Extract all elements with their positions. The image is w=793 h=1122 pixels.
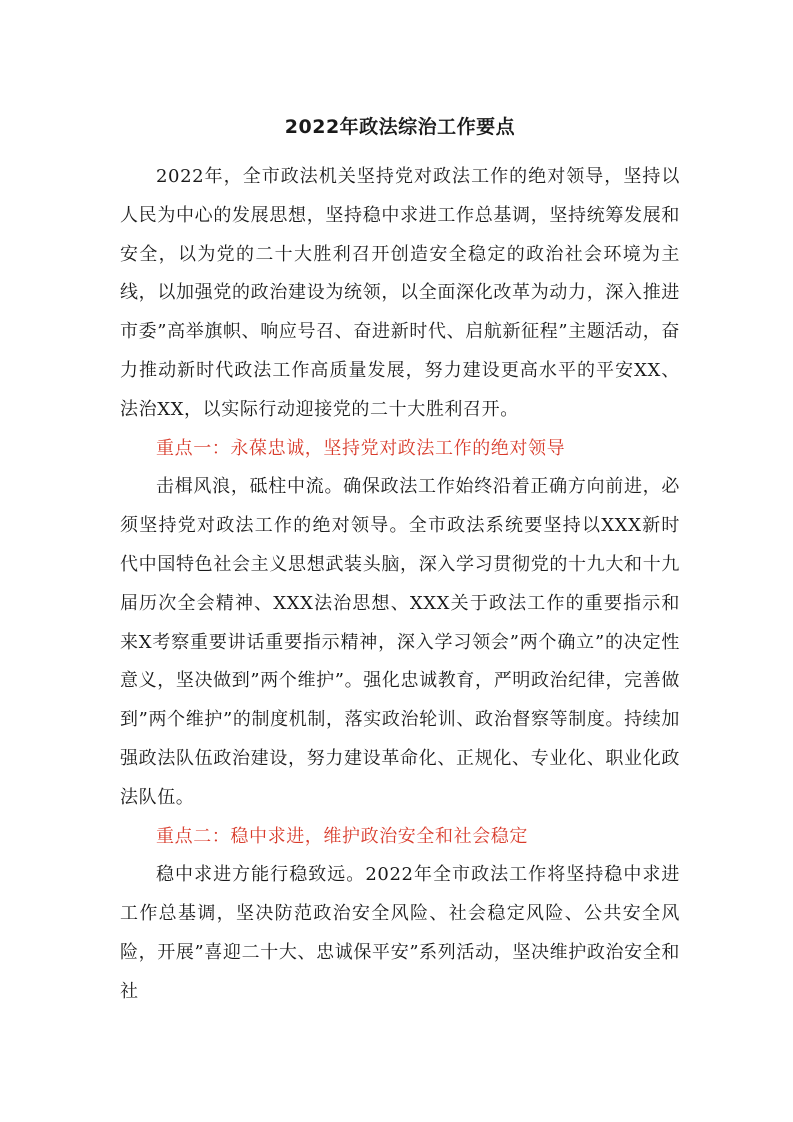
section-body-2: 稳中求进方能行稳致远。2022年全市政法工作将坚持稳中求进工作总基调，坚决防范政治安全风险、社会稳定风险、公共安全风险，开展”喜迎二十大、忠诚保平安”系列活动，坚决维护政治安全和社 bbox=[120, 864, 680, 1002]
intro-paragraph: 2022年，全市政法机关坚持党对政法工作的绝对领导，坚持以人民为中心的发展思想，坚持稳中求进工作总基调，坚持统筹发展和安全，以为党的二十大胜利召开创造安全稳定的政治社会环境为主线，以加强党的政治建设为统领，以全面深化改革为动力，深入推进市委”高举旗帜、响应号召、奋进新时代、启航新征程”主题活动，奋力推动新时代政法工作高质量发展，努力建设更高水平的平安XX、法治XX，以实际行动迎接党的二十大胜利召开。 bbox=[120, 166, 680, 420]
document-title: 2022年政法综治工作要点 bbox=[284, 116, 516, 138]
section-body-1: 击楫风浪，砥柱中流。确保政法工作始终沿着正确方向前进，必须坚持党对政法工作的绝对领导。全市政法系统要坚持以XXX新时代中国特色社会主义思想武装头脑，深入学习贯彻党的十九大和十九届历次全会精神、XXX法治思想、XXX关于政法工作的重要指示和来X考察重要讲话重要指示精神，深入学习领会”两个确立”的决定性意义，坚决做到”两个维护”。强化忠诚教育，严明政治纪律，完善做到”两个维护”的制度机制，落实政治轮训、政治督察等制度。持续加强政法队伍政治建设，努力建设革命化、正规化、专业化、职业化政法队伍。 bbox=[120, 476, 680, 808]
section-heading-1: 重点一：永葆忠诚，坚持党对政法工作的绝对领导 bbox=[156, 437, 566, 459]
section-heading-2: 重点二：稳中求进，维护政治安全和社会稳定 bbox=[156, 825, 528, 847]
document-page bbox=[120, 112, 680, 1012]
